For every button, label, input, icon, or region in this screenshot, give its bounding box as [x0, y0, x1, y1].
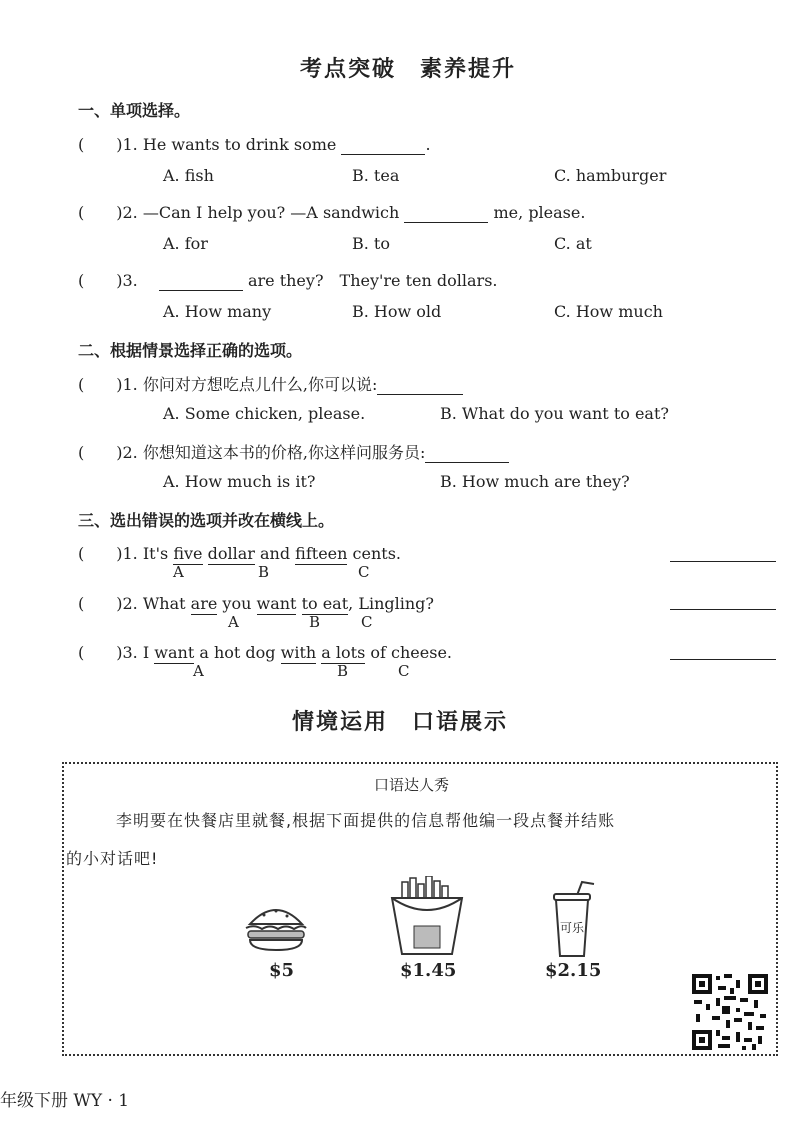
box-instruction-line-2: 的小对话吧!	[66, 849, 159, 868]
box-instruction-line-1: 李明要在快餐店里就餐,根据下面提供的信息帮他编一段点餐并结账	[116, 811, 616, 830]
s1-q1-option-b: B. tea	[352, 166, 400, 185]
price-hamburger: $5	[269, 960, 295, 981]
qr-code-icon[interactable]	[692, 974, 768, 1050]
cup-label: 可乐	[560, 921, 585, 935]
option-b-span: with	[280, 643, 317, 662]
section-1-heading: 一、单项选择。	[78, 101, 191, 120]
option-a-span: are	[190, 594, 218, 613]
s2-question-2: ( )2. 你想知道这本书的价格,你这样问服务员:	[78, 440, 509, 463]
price-cola: $2.15	[545, 960, 602, 981]
hamburger-icon	[242, 902, 310, 954]
s1-q2-option-a: A. for	[163, 234, 208, 253]
price-fries: $1.45	[400, 960, 457, 981]
fries-icon	[388, 876, 466, 956]
answer-blank[interactable]	[341, 138, 425, 155]
s1-q3-option-b: B. How old	[352, 302, 442, 321]
s1-question-3: ( )3. are they? They're ten dollars.	[78, 271, 498, 290]
s2-q1-option-a: A. Some chicken, please.	[163, 404, 366, 423]
answer-blank[interactable]	[404, 206, 488, 223]
section-title-oral: 情境运用 口语展示	[292, 710, 509, 735]
answer-blank[interactable]	[377, 378, 463, 395]
s1-q2-option-b: B. to	[352, 234, 390, 253]
label-c: C	[358, 563, 370, 581]
s3-question-2: ( )2. What are you want to eat, Lingling?	[78, 594, 434, 613]
s1-question-2: ( )2. —Can I help you? —A sandwich me, please.	[78, 203, 586, 222]
s1-question-1: ( )1. He wants to drink some .	[78, 135, 431, 154]
section-2-heading: 二、根据情景选择正确的选项。	[78, 341, 303, 360]
answer-blank[interactable]	[159, 274, 243, 291]
option-b-span: want	[256, 594, 297, 613]
s2-q2-option-a: A. How much is it?	[163, 472, 316, 491]
label-b: B	[337, 662, 349, 680]
label-a: A	[228, 613, 239, 631]
s3-question-3: ( )3. I want a hot dog with a lots of cheese.	[78, 643, 452, 662]
s1-q1-option-a: A. fish	[163, 166, 214, 185]
correction-line[interactable]	[670, 609, 776, 610]
s2-question-1: ( )1. 你问对方想吃点儿什么,你可以说:	[78, 372, 463, 395]
option-a-span: want	[154, 643, 195, 662]
s1-q3-option-a: A. How many	[163, 302, 272, 321]
s1-q1-option-c: C. hamburger	[554, 166, 667, 185]
s2-q2-option-b: B. How much are they?	[440, 472, 630, 491]
page-footer: 年级下册 WY · 1	[0, 1091, 130, 1111]
section-3-heading: 三、选出错误的选项并改在横线上。	[78, 511, 335, 530]
s2-q1-option-b: B. What do you want to eat?	[440, 404, 669, 423]
correction-line[interactable]	[670, 561, 776, 562]
label-a: A	[173, 563, 184, 581]
answer-blank[interactable]	[425, 446, 509, 463]
label-c: C	[361, 613, 373, 631]
option-a-span: five	[173, 544, 203, 563]
s3-question-1: ( )1. It's five dollar and fifteen cents.	[78, 544, 401, 563]
label-c: C	[398, 662, 410, 680]
option-c-span: to eat	[301, 594, 349, 613]
page-title: 考点突破 素养提升	[300, 57, 517, 82]
label-a: A	[193, 662, 204, 680]
s1-q2-option-c: C. at	[554, 234, 592, 253]
option-b-span: dollar	[207, 544, 255, 563]
option-c-span: fifteen	[295, 544, 348, 563]
label-b: B	[309, 613, 321, 631]
oral-practice-box	[62, 762, 778, 1056]
s1-q3-option-c: C. How much	[554, 302, 663, 321]
option-c-span: a lots	[321, 643, 366, 662]
label-b: B	[258, 563, 270, 581]
correction-line[interactable]	[670, 659, 776, 660]
box-title: 口语达人秀	[374, 776, 450, 794]
